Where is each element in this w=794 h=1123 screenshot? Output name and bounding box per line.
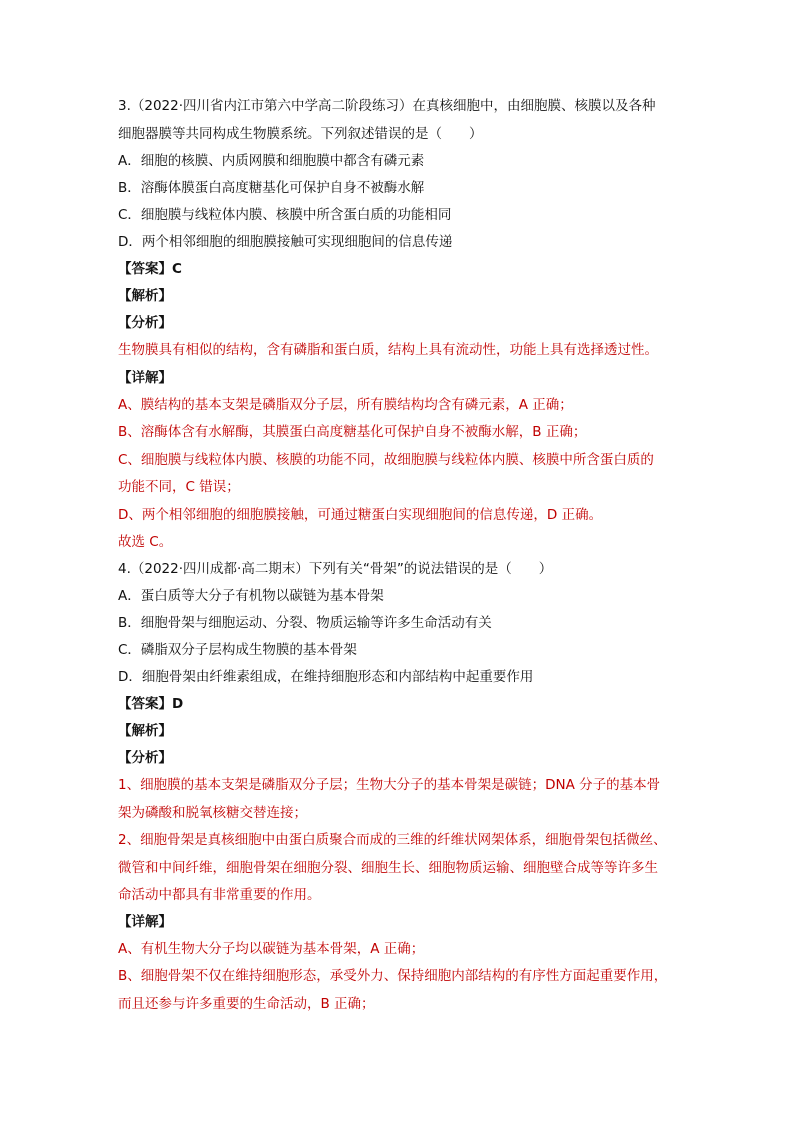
q3-answer: 【答案】C: [118, 261, 182, 277]
q3-detail-c-line1: C、细胞膜与线粒体内膜、核膜的功能不同，故细胞膜与线粒体内膜、核膜中所含蛋白质的: [118, 452, 654, 468]
q4-option-a: A．蛋白质等大分子有机物以碳链为基本骨架: [118, 588, 384, 604]
q4-detail-b-line2: 而且还参与许多重要的生命活动，B 正确；: [118, 996, 375, 1012]
q4-fenxi-1-line1: 1、细胞膜的基本支架是磷脂双分子层；生物大分子的基本骨架是碳链；DNA 分子的基本骨: [118, 777, 661, 793]
q3-fenxi-text: 生物膜具有相似的结构，含有磷脂和蛋白质，结构上具有流动性，功能上具有选择透过性。: [118, 342, 658, 358]
q4-option-d: D．细胞骨架由纤维素组成，在维持细胞形态和内部结构中起重要作用: [118, 669, 534, 685]
q3-option-a: A．细胞的核膜、内质网膜和细胞膜中都含有磷元素: [118, 153, 425, 169]
q3-option-c: C．细胞膜与线粒体内膜、核膜中所含蛋白质的功能相同: [118, 207, 452, 223]
q4-detail-a: A、有机生物大分子均以碳链为基本骨架，A 正确；: [118, 941, 425, 957]
q3-conclusion: 故选 C。: [118, 534, 173, 550]
q3-detail-d: D、两个相邻细胞的细胞膜接触，可通过糖蛋白实现细胞间的信息传递，D 正确。: [118, 507, 603, 523]
q4-answer: 【答案】D: [118, 696, 184, 712]
q3-stem-line1: 3.（2022·四川省内江市第六中学高二阶段练习）在真核细胞中，由细胞膜、核膜以及各种: [118, 98, 656, 114]
q3-jiexi-heading: 【解析】: [118, 288, 172, 304]
q4-jiexi-heading: 【解析】: [118, 723, 172, 739]
q3-detail-a: A、膜结构的基本支架是磷脂双分子层，所有膜结构均含有磷元素，A 正确；: [118, 397, 573, 413]
q4-fenxi-heading: 【分析】: [118, 750, 172, 766]
q3-fenxi-heading: 【分析】: [118, 315, 172, 331]
q4-stem: 4.（2022·四川成都·高二期末）下列有关“骨架”的说法错误的是（ ）: [118, 561, 553, 577]
q3-option-d: D．两个相邻细胞的细胞膜接触可实现细胞间的信息传递: [118, 234, 453, 250]
q4-fenxi-1-line2: 架为磷酸和脱氧核糖交替连接；: [118, 805, 307, 821]
q4-fenxi-2-line2: 微管和中间纤维，细胞骨架在细胞分裂、细胞生长、细胞物质运输、细胞壁合成等等许多生: [118, 860, 658, 876]
q3-detail-b: B、溶酶体含有水解酶，其膜蛋白高度糖基化可保护自身不被酶水解，B 正确；: [118, 424, 587, 440]
q4-option-c: C．磷脂双分子层构成生物膜的基本骨架: [118, 642, 357, 658]
q4-fenxi-2-line3: 命活动中都具有非常重要的作用。: [118, 887, 321, 903]
q3-option-b: B．溶酶体膜蛋白高度糖基化可保护自身不被酶水解: [118, 180, 425, 196]
q3-stem-line2: 细胞器膜等共同构成生物膜系统。下列叙述错误的是（ ）: [118, 126, 483, 142]
q3-detail-c-line2: 功能不同，C 错误；: [118, 479, 240, 495]
q3-xiangjie-heading: 【详解】: [118, 370, 172, 386]
q4-detail-b-line1: B、细胞骨架不仅在维持细胞形态，承受外力、保持细胞内部结构的有序性方面起重要作用，: [118, 968, 668, 984]
q4-option-b: B．细胞骨架与细胞运动、分裂、物质运输等许多生命活动有关: [118, 615, 492, 631]
q4-xiangjie-heading: 【详解】: [118, 914, 172, 930]
q4-fenxi-2-line1: 2、细胞骨架是真核细胞中由蛋白质聚合而成的三维的纤维状网架体系，细胞骨架包括微丝、: [118, 832, 667, 848]
